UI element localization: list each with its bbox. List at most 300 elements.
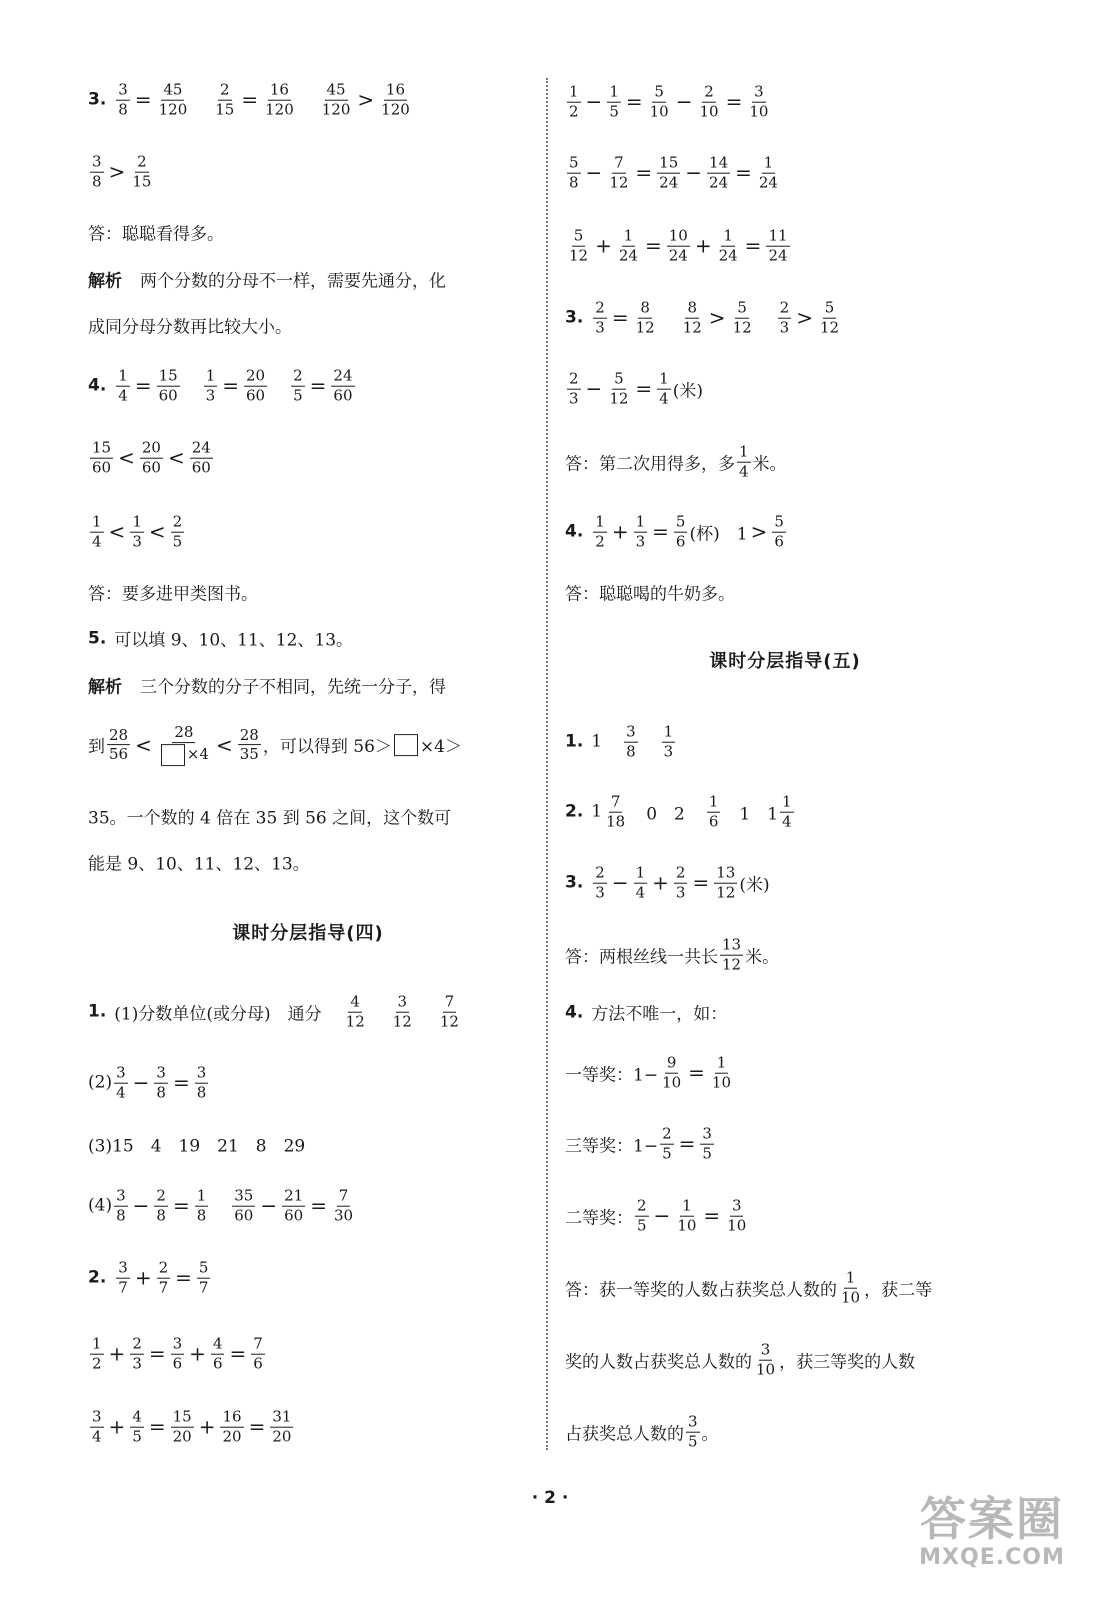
numerator: 3 xyxy=(118,80,128,99)
fraction xyxy=(624,724,638,761)
denominator: 3 xyxy=(569,389,579,408)
operator: < xyxy=(135,732,152,757)
numerator: 5 xyxy=(774,512,784,531)
fraction xyxy=(116,368,130,405)
denominator: 12 xyxy=(819,318,840,337)
answer-line xyxy=(88,673,446,698)
answer-text: 答：获一等奖的人数占获奖总人数的 xyxy=(565,1280,837,1301)
watermark-logo xyxy=(902,1492,1082,1587)
answer-text: 答：聪聪看得多。 xyxy=(88,224,224,245)
numerator: 9 xyxy=(666,1053,677,1072)
fraction xyxy=(839,1270,862,1307)
operator: = xyxy=(744,234,762,258)
numerator: 5 xyxy=(737,298,747,317)
denominator xyxy=(157,743,211,766)
fraction xyxy=(157,82,190,119)
numerator: 2 xyxy=(132,1334,142,1353)
fraction xyxy=(635,1198,649,1235)
blank-box xyxy=(394,734,418,756)
denominator: 4 xyxy=(635,883,646,902)
answer-line xyxy=(88,440,215,477)
answer-line xyxy=(88,580,258,605)
denominator: 8 xyxy=(92,172,102,191)
operator: = xyxy=(309,374,327,398)
denominator: 6 xyxy=(675,532,686,551)
fraction xyxy=(707,794,721,831)
answer-text: (4) xyxy=(88,1196,113,1216)
denominator: 5 xyxy=(662,1144,672,1163)
operator: > xyxy=(750,520,768,544)
denominator: 10 xyxy=(756,1360,776,1379)
operator: > xyxy=(357,88,375,112)
answer-line xyxy=(565,1342,915,1379)
numerator: 1 xyxy=(763,153,774,172)
fraction xyxy=(263,82,296,119)
answer-line xyxy=(565,371,703,408)
operator: = xyxy=(172,1194,190,1218)
numerator: 10 xyxy=(668,226,688,245)
answer-line xyxy=(565,1000,727,1025)
fraction xyxy=(116,1260,130,1297)
operator: = xyxy=(241,88,259,112)
answer-line xyxy=(88,1336,267,1373)
operator: − xyxy=(585,90,603,114)
numerator: 3 xyxy=(196,1063,207,1082)
fraction xyxy=(747,84,770,121)
answer-text: 能是 9、10、11、12、13。 xyxy=(88,854,310,875)
answer-text: 0 2 xyxy=(629,804,685,825)
answer-text: ×4＞ xyxy=(419,737,462,758)
denominator: 12 xyxy=(569,246,589,265)
denominator-text: ×4 xyxy=(186,744,209,763)
numerator: 2 xyxy=(137,152,147,171)
operator: = xyxy=(611,306,629,330)
fraction xyxy=(130,514,144,551)
denominator: 10 xyxy=(841,1288,861,1307)
numerator: 45 xyxy=(163,80,183,99)
fraction xyxy=(675,1198,698,1235)
operator: = xyxy=(692,871,710,895)
denominator: 6 xyxy=(172,1354,183,1373)
answer-line xyxy=(88,804,451,829)
fraction xyxy=(114,1188,128,1225)
numerator: 1 xyxy=(609,82,619,101)
numerator: 1 xyxy=(708,792,719,811)
numerator: 1 xyxy=(205,366,216,385)
numerator: 3 xyxy=(118,1258,128,1277)
answer-text: 两个分数的分母不一样，需要先通分，化 xyxy=(140,271,446,292)
operator: = xyxy=(678,1132,696,1156)
fraction xyxy=(332,1188,355,1225)
column-divider xyxy=(546,78,548,1450)
numerator: 15 xyxy=(92,438,112,457)
operator: + xyxy=(611,520,629,544)
fraction xyxy=(344,994,367,1031)
denominator: 2 xyxy=(569,102,579,121)
answer-text: 三个分数的分子不相同，先统一分子，得 xyxy=(140,677,446,698)
numerator: 1 xyxy=(623,226,634,245)
denominator: 2 xyxy=(595,532,605,551)
operator: − xyxy=(260,1194,278,1218)
operator: = xyxy=(172,1071,190,1095)
denominator: 5 xyxy=(293,386,303,405)
fraction xyxy=(251,1336,265,1373)
numerator: 2 xyxy=(637,1196,647,1215)
denominator: 8 xyxy=(156,1206,166,1225)
denominator: 30 xyxy=(333,1206,354,1225)
operator: < xyxy=(118,446,135,470)
fraction xyxy=(238,727,261,764)
numerator: 16 xyxy=(385,80,406,99)
numerator: 16 xyxy=(269,80,289,99)
denominator: 6 xyxy=(253,1354,263,1373)
denominator: 4 xyxy=(659,389,669,408)
answer-text: 奖的人数占获奖总人数的 xyxy=(565,1352,752,1373)
answer-line xyxy=(565,794,796,831)
fraction xyxy=(567,228,590,265)
answer-line xyxy=(565,300,843,337)
operator: + xyxy=(189,1342,206,1366)
denominator: 3 xyxy=(675,883,686,902)
answer-text: 35。一个数的 4 倍在 35 到 56 之间，这个数可 xyxy=(88,808,452,829)
fraction xyxy=(778,300,792,337)
operator: = xyxy=(248,1415,266,1439)
fraction xyxy=(391,994,414,1031)
operator: − xyxy=(685,161,703,185)
denominator: 12 xyxy=(439,1012,459,1031)
denominator: 24 xyxy=(618,246,638,265)
denominator: 3 xyxy=(595,318,605,337)
numerator: 14 xyxy=(709,153,729,172)
fraction xyxy=(634,865,648,902)
answer-line xyxy=(565,580,735,605)
denominator: 6 xyxy=(774,532,784,551)
fraction xyxy=(567,84,581,121)
numerator: 1 xyxy=(723,226,733,245)
question-number: 4. xyxy=(565,1002,584,1022)
fraction xyxy=(657,155,680,192)
denominator: 60 xyxy=(333,386,353,405)
fraction xyxy=(379,82,412,119)
numerator: 4 xyxy=(212,1334,223,1353)
numerator: 3 xyxy=(626,722,636,741)
answer-line xyxy=(565,514,788,551)
answer-text: 一等奖：1− xyxy=(565,1065,659,1086)
fraction xyxy=(130,1409,144,1446)
denominator: 4 xyxy=(92,532,102,551)
fraction xyxy=(116,82,130,119)
denominator: 12 xyxy=(722,955,742,974)
denominator: 12 xyxy=(609,389,629,408)
fraction xyxy=(154,1065,168,1102)
answer-line xyxy=(565,937,779,974)
denominator: 4 xyxy=(782,812,792,831)
operator: = xyxy=(635,377,653,401)
answer-line xyxy=(88,514,186,551)
denominator: 3 xyxy=(132,532,142,551)
question-number: 4. xyxy=(565,522,584,542)
numerator: 1 xyxy=(569,82,579,101)
numerator: 1 xyxy=(92,512,102,531)
fraction xyxy=(660,1126,674,1163)
fraction xyxy=(157,368,180,405)
answer-text: (2) xyxy=(88,1073,113,1093)
answer-text: 成同分母分数再比较大小。 xyxy=(88,317,292,338)
operator: = xyxy=(134,88,152,112)
numerator: 1 xyxy=(682,1196,692,1215)
denominator: 10 xyxy=(662,1073,682,1092)
page-number: · 2 · xyxy=(531,1488,569,1508)
fraction xyxy=(171,1409,194,1446)
fraction xyxy=(700,1126,714,1163)
fraction xyxy=(593,300,607,337)
denominator: 10 xyxy=(649,102,669,121)
numerator: 20 xyxy=(246,366,266,385)
answer-line xyxy=(88,368,357,405)
fraction xyxy=(720,937,743,974)
numerator: 28 xyxy=(109,725,129,744)
answer-text: 二等奖： xyxy=(565,1208,633,1229)
denominator: 24 xyxy=(768,246,788,265)
numerator: 2 xyxy=(158,1258,169,1277)
denominator: 120 xyxy=(381,100,410,119)
question-number: 2. xyxy=(565,802,584,822)
fraction xyxy=(90,1409,104,1446)
numerator: 3 xyxy=(116,1186,126,1205)
fraction xyxy=(710,1055,733,1092)
fraction xyxy=(140,440,163,477)
fraction xyxy=(90,440,113,477)
fraction xyxy=(593,514,607,551)
numerator: 1 xyxy=(739,442,749,461)
numerator: 2 xyxy=(779,298,790,317)
numerator: 4 xyxy=(350,992,360,1011)
operator: = xyxy=(222,374,240,398)
analysis-label: 解析 xyxy=(88,271,122,292)
denominator: 60 xyxy=(234,1206,254,1225)
denominator: 4 xyxy=(92,1427,102,1446)
operator: > xyxy=(796,306,813,330)
denominator: 20 xyxy=(172,1427,192,1446)
numerator: 3 xyxy=(172,1334,183,1353)
operator: − xyxy=(132,1071,150,1095)
denominator: 10 xyxy=(677,1216,697,1235)
answer-text: 三等奖：1− xyxy=(565,1136,659,1157)
denominator: 24 xyxy=(758,173,778,192)
fraction xyxy=(154,1188,168,1225)
fraction xyxy=(757,155,780,192)
fraction xyxy=(171,514,185,551)
answer-line xyxy=(88,220,224,245)
answer-text: 米。 xyxy=(745,947,780,968)
denominator: 4 xyxy=(739,462,749,481)
denominator: 3 xyxy=(205,386,216,405)
denominator: 60 xyxy=(158,386,178,405)
operator: < xyxy=(108,520,126,544)
section-heading: 课时分层指导(四) xyxy=(232,923,384,944)
numerator: 11 xyxy=(768,226,788,245)
answer-text: 答：要多进甲类图书。 xyxy=(88,584,258,605)
fraction xyxy=(731,300,754,337)
numerator: 3 xyxy=(116,1063,126,1082)
denominator: 24 xyxy=(659,173,679,192)
denominator: 24 xyxy=(709,173,729,192)
numerator: 2 xyxy=(569,369,579,388)
answer-text: 1 xyxy=(591,732,603,752)
numerator: 31 xyxy=(272,1407,292,1426)
answer-line xyxy=(565,84,772,121)
fraction xyxy=(674,865,688,902)
numerator: 2 xyxy=(293,366,303,385)
numerator: 15 xyxy=(172,1407,192,1426)
answer-line xyxy=(565,1270,932,1307)
fraction xyxy=(737,444,751,481)
fraction xyxy=(204,368,218,405)
numerator: 3 xyxy=(92,152,102,171)
denominator: 60 xyxy=(284,1206,304,1225)
answer-text: 答：第二次用得多，多 xyxy=(565,454,735,475)
operator: > xyxy=(108,160,126,184)
answer-line xyxy=(88,313,292,338)
answer-text: (1)分数单位(或分母) 通分 xyxy=(114,1004,322,1025)
watermark-line2: MXQE.COM xyxy=(919,1545,1065,1570)
answer-line xyxy=(88,1065,210,1102)
fraction xyxy=(90,154,104,191)
fraction xyxy=(130,1336,144,1373)
numerator: 5 xyxy=(654,82,664,101)
answer-line xyxy=(88,267,446,292)
operator: − xyxy=(585,377,603,401)
denominator: 6 xyxy=(212,1354,223,1373)
denominator: 3 xyxy=(595,883,605,902)
numerator: 5 xyxy=(573,226,584,245)
operator: + xyxy=(108,1415,126,1439)
answer-text: 米。 xyxy=(752,454,787,475)
answer-line xyxy=(565,865,770,902)
fraction xyxy=(190,440,213,477)
operator: < xyxy=(167,446,185,470)
numerator: 3 xyxy=(760,1340,771,1359)
operator: = xyxy=(688,1061,705,1085)
answer-line xyxy=(88,1409,295,1446)
denominator: 120 xyxy=(321,100,351,119)
numerator: 3 xyxy=(397,992,408,1011)
numerator: 5 xyxy=(198,1258,209,1277)
denominator: 6 xyxy=(708,812,719,831)
fraction xyxy=(195,1188,209,1225)
numerator: 3 xyxy=(702,1124,712,1143)
operator: = xyxy=(625,90,643,114)
answer-line xyxy=(565,444,787,481)
fraction xyxy=(818,300,841,337)
fraction-with-box xyxy=(157,724,211,766)
answer-line xyxy=(88,154,155,191)
numerator: 15 xyxy=(158,366,178,385)
numerator: 1 xyxy=(845,1268,856,1287)
question-number: 4. xyxy=(88,376,107,396)
numerator: 3 xyxy=(754,82,764,101)
denominator: 5 xyxy=(609,102,619,121)
numerator: 5 xyxy=(569,153,579,172)
answer-line xyxy=(88,82,414,119)
operator: + xyxy=(595,234,612,258)
numerator: 2 xyxy=(662,1124,672,1143)
answer-text: 。 xyxy=(701,1424,719,1445)
denominator: 8 xyxy=(569,173,579,192)
fraction xyxy=(270,1409,293,1446)
denominator: 8 xyxy=(196,1206,207,1225)
denominator: 56 xyxy=(109,745,129,764)
denominator: 60 xyxy=(246,386,266,405)
question-number: 3. xyxy=(88,90,107,110)
answer-text: 方法不唯一，如： xyxy=(591,1004,728,1025)
denominator: 10 xyxy=(727,1216,747,1235)
operator: − xyxy=(675,90,693,114)
numerator: 1 xyxy=(196,1186,207,1205)
question-number: 3. xyxy=(565,873,584,893)
denominator: 120 xyxy=(265,100,294,119)
fraction xyxy=(780,794,794,831)
fraction xyxy=(291,368,305,405)
numerator: 1 xyxy=(659,369,669,388)
denominator: 10 xyxy=(749,102,769,121)
numerator: 3 xyxy=(731,1196,742,1215)
numerator: 35 xyxy=(234,1186,254,1205)
answer-text: 答：两根丝线一共长 xyxy=(565,947,718,968)
denominator: 8 xyxy=(116,1206,126,1225)
analysis-label: 解析 xyxy=(88,677,122,698)
denominator: 5 xyxy=(637,1216,647,1235)
fraction xyxy=(648,84,671,121)
answer-line xyxy=(88,1188,357,1225)
fraction xyxy=(197,1260,211,1297)
numerator: 7 xyxy=(338,1186,349,1205)
numerator: 1 xyxy=(663,722,674,741)
numerator: 20 xyxy=(141,438,161,457)
denominator: 120 xyxy=(158,100,188,119)
denominator: 5 xyxy=(702,1144,712,1163)
fraction xyxy=(567,155,581,192)
answer-line xyxy=(565,1414,719,1451)
numerator: 8 xyxy=(687,298,698,317)
fraction xyxy=(714,865,737,902)
operator: < xyxy=(215,732,233,757)
answer-line xyxy=(565,724,677,761)
numerator: 3 xyxy=(156,1063,166,1082)
denominator: 15 xyxy=(215,100,235,119)
fraction xyxy=(607,155,630,192)
answer-line xyxy=(565,1126,716,1163)
answer-text: (米) xyxy=(739,875,770,896)
operator: = xyxy=(703,1204,721,1228)
operator: = xyxy=(134,374,152,398)
denominator: 4 xyxy=(116,1083,126,1102)
fraction xyxy=(634,514,648,551)
numerator: 1 xyxy=(635,512,646,531)
denominator: 15 xyxy=(132,172,152,191)
numerator: 13 xyxy=(716,863,736,882)
numerator: 28 xyxy=(239,725,259,744)
numerator: 1 xyxy=(635,863,646,882)
answer-line xyxy=(565,155,782,192)
denominator: 2 xyxy=(92,1354,102,1373)
numerator: 2 xyxy=(595,863,605,882)
fraction xyxy=(754,1342,777,1379)
fraction xyxy=(657,371,671,408)
fraction xyxy=(607,371,630,408)
operator: + xyxy=(198,1415,216,1439)
answer-text: 1 xyxy=(591,802,603,822)
